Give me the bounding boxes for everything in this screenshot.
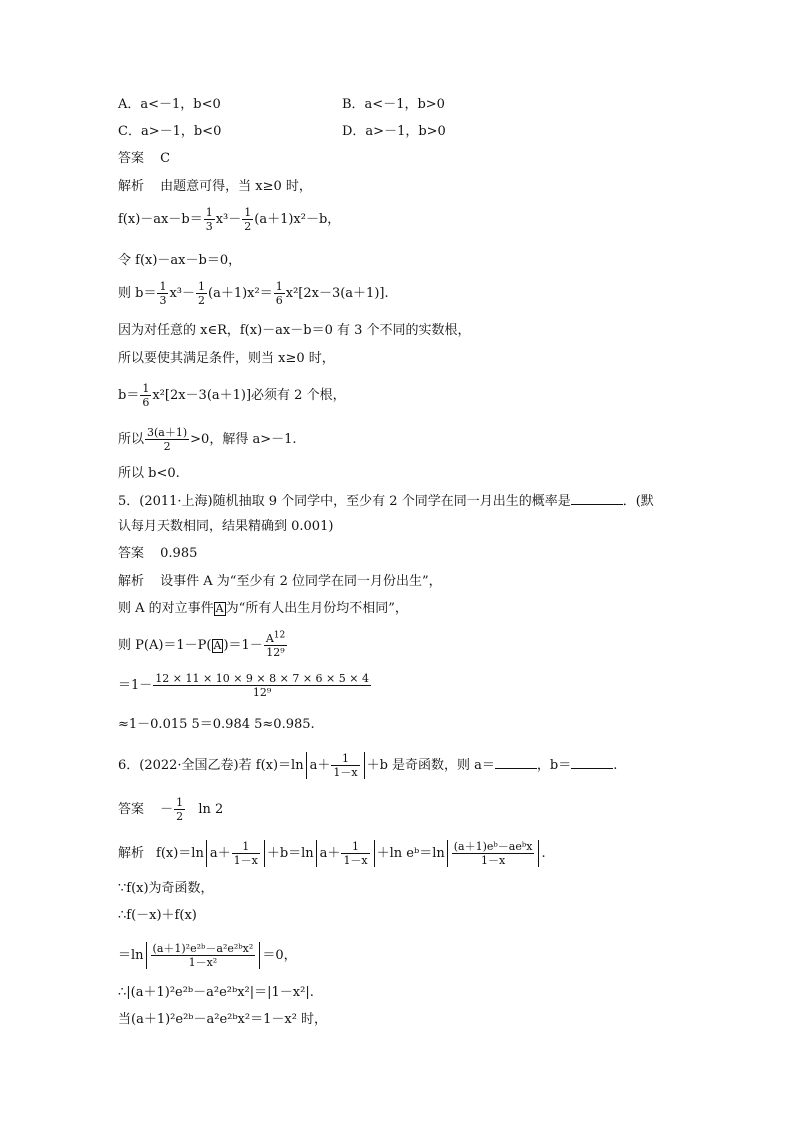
fraction: [341, 840, 369, 867]
numerator: 1: [275, 280, 283, 293]
absolute-value: a＋ $\frac{1}{1-x}$: [306, 752, 365, 779]
q6-analysis-line5: ∴|(a＋1)²e²ᵇ－a²e²ᵇx²|＝|1－x²|.: [118, 985, 314, 1000]
denominator: 3: [205, 220, 213, 233]
numerator: 1: [244, 206, 252, 219]
absolute-value: [146, 942, 261, 969]
numerator: 1: [198, 280, 206, 293]
numerator: (a＋1)²e²ᵇ－a²e²ᵇx²: [152, 942, 254, 955]
q6-analysis-line2: ∵f(x)为奇函数，: [118, 881, 214, 896]
q6-answer-line: [118, 796, 223, 823]
q6-analysis-line6: 当(a＋1)²e²ᵇ－a²e²ᵇx²＝1－x² 时，: [118, 1012, 328, 1027]
fraction: [174, 796, 185, 823]
absolute-value: a＋ $\frac{1}{1-x}$: [316, 840, 375, 867]
q5-text: 设事件 A 为“至少有 2 位同学在同一月份出生”，: [160, 574, 442, 589]
q4-line5: 因为对任意的 x∈R，f(x)－ax－b＝0 有 3 个不同的实数根，: [118, 323, 471, 338]
q5-stem-end: ．(默: [622, 494, 654, 509]
answer-blank-a: [495, 756, 537, 769]
fraction: [204, 206, 215, 233]
fraction: [274, 280, 285, 307]
fraction: [232, 840, 260, 867]
option-a: A．a<－1，b<0: [118, 97, 221, 112]
q4-answer-line: [118, 150, 170, 168]
denominator: 12⁹: [252, 686, 272, 699]
answer-label: 答案: [118, 151, 145, 166]
q4-equation-line4: 则 b＝ $\frac{1}{3}$ x³－ $\frac{1}{2}$ (a＋1)x²＝ $\frac{1}{6}$ x²[2x－3(a＋1)].: [118, 280, 389, 307]
q4-equation-line2: f(x)－ax－b＝ $\frac{1}{3}$ x³－ $\frac{1}{2}$ (a＋1)x²－b，: [118, 206, 341, 233]
numerator: 1: [341, 840, 369, 854]
q6-analysis-line3: ∴f(－x)＋f(x): [118, 908, 197, 923]
perm-symbol: A: [265, 632, 274, 645]
q5-analysis-line3: [118, 632, 288, 659]
denominator: 1－x²: [188, 956, 218, 969]
denominator: 1－x: [333, 766, 358, 779]
denominator: 1－x: [480, 854, 506, 867]
q6-stem: [118, 752, 617, 779]
numerator: 1: [176, 796, 184, 809]
numerator: 1: [142, 382, 150, 395]
fraction: [264, 632, 287, 659]
fraction: [157, 280, 168, 307]
absolute-value: a＋ $\frac{1}{1-x}$: [206, 840, 265, 867]
fraction: [196, 280, 207, 307]
denominator: 1－x: [233, 854, 258, 867]
eq-mid: )＝1－: [223, 638, 263, 653]
q4-equation-line7: [118, 382, 346, 409]
fraction: [145, 426, 189, 453]
fraction: [331, 752, 359, 779]
analysis-label: 解析: [118, 179, 145, 194]
q6-stem-b: ，b＝: [536, 758, 572, 773]
complement-a-symbol: A: [213, 639, 222, 652]
fraction: [452, 840, 535, 867]
fraction: [151, 942, 256, 969]
numerator: (a＋1)eᵇ－aeᵇx: [453, 840, 533, 853]
answer-blank: [571, 492, 623, 505]
q6-stem-prefix: 6．(2022·全国乙卷)若 f(x)＝ln: [118, 758, 304, 773]
denominator: 12⁹: [266, 646, 285, 659]
denominator: 2: [176, 810, 184, 823]
eq-prefix: b＝: [118, 388, 140, 403]
q4-line9: 所以 b<0.: [118, 466, 180, 481]
denominator: 2: [198, 294, 206, 307]
denominator: 6: [275, 294, 283, 307]
q4-answer: C: [160, 151, 171, 166]
q4-equation-line8: [118, 426, 297, 453]
q5-analysis-line1: [118, 573, 442, 591]
fraction: [153, 672, 371, 699]
q5-answer-line: [118, 545, 197, 563]
eq-prefix: 则 b＝: [118, 286, 157, 301]
q5-stem: 5．(2011·上海)随机抽取 9 个同学中，至少有 2 个同学在同一月出生的概率是: [118, 494, 571, 509]
q5-answer: 0.985: [160, 546, 198, 561]
q5-text: 则 A 的对立事件: [118, 601, 214, 616]
eq-lhs: f(x)－ax－b＝: [118, 212, 203, 227]
numerator: 3(a＋1): [147, 426, 188, 439]
q4-text: 由题意可得，当 x≥0 时，: [160, 179, 312, 194]
option-c: C．a>－1，b<0: [118, 124, 222, 139]
analysis-label: 解析: [118, 846, 145, 861]
eq-suffix: ＝0，: [262, 948, 297, 963]
fraction: [242, 206, 253, 233]
numerator: 12 × 11 × 10 × 9 × 8 × 7 × 6 × 5 × 4: [155, 672, 369, 685]
q4-analysis-line1: [118, 178, 312, 196]
denominator: 3: [159, 294, 167, 307]
q5-stem-line2: 认每月天数相同，结果精确到 0.001): [118, 519, 334, 534]
numerator: 1: [159, 280, 167, 293]
eq-prefix: 所以: [118, 432, 145, 447]
absolute-value: [447, 840, 540, 867]
q5-stem-line1: [118, 492, 654, 511]
analysis-label: 解析: [118, 574, 145, 589]
answer-label: 答案: [118, 802, 145, 817]
denominator: 2: [244, 220, 252, 233]
q5-analysis-line4: [118, 672, 372, 699]
q6-stem-suffix: ＋b 是奇函数，则 a＝: [366, 758, 495, 773]
option-b: B．a<－1，b>0: [342, 97, 445, 112]
numerator: [264, 632, 287, 646]
eq-suffix: x²[2x－3(a＋1)]必须有 2 个根，: [152, 388, 346, 403]
eq-prefix: 则 P(A)＝1－P(: [118, 638, 212, 653]
complement-a-symbol: A: [215, 602, 224, 615]
q5-text: 为“所有人出生月份均不相同”，: [225, 601, 408, 616]
numerator: 1: [331, 752, 359, 766]
q6-answer-b: ln 2: [198, 802, 224, 817]
numerator: 1: [232, 840, 260, 854]
q6-analysis-line4: ＝ln $\frac{\text{(a＋1)²e²ᵇ－a²e²ᵇx²}}{\text{1－x²}}$ ＝0，: [118, 942, 297, 969]
q5-analysis-line2: [118, 600, 408, 618]
q4-line3: 令 f(x)－ax－b＝0，: [118, 253, 242, 268]
perm-superscript: 12: [273, 630, 286, 641]
option-d: D．a>－1，b>0: [342, 124, 446, 139]
denominator: 6: [142, 396, 150, 409]
q4-line6: 所以要使其满足条件，则当 x≥0 时，: [118, 351, 335, 366]
q5-analysis-line5: ≈1－0.015 5＝0.984 5≈0.985.: [118, 717, 315, 732]
denominator: 2: [163, 440, 171, 453]
answer-label: 答案: [118, 546, 145, 561]
q6-stem-end: .: [613, 758, 618, 773]
eq-prefix: ＝1－: [118, 678, 153, 693]
numerator: 1: [205, 206, 213, 219]
q6-analysis-line1: 解析 f(x)＝ln a＋ $\frac{1}{1-x}$ ＋b＝ln a＋ $\frac{1}{1-x}$ ＋ln eᵇ＝ln $\frac{\text{(a＋1)eᵇ－aeᵇx}}{1-x}$ .: [118, 840, 546, 867]
fraction: [140, 382, 151, 409]
denominator: 1－x: [343, 854, 368, 867]
answer-blank-b: [571, 756, 613, 769]
eq-suffix: >0，解得 a>－1.: [190, 432, 297, 447]
answer-sign: －: [160, 802, 174, 817]
